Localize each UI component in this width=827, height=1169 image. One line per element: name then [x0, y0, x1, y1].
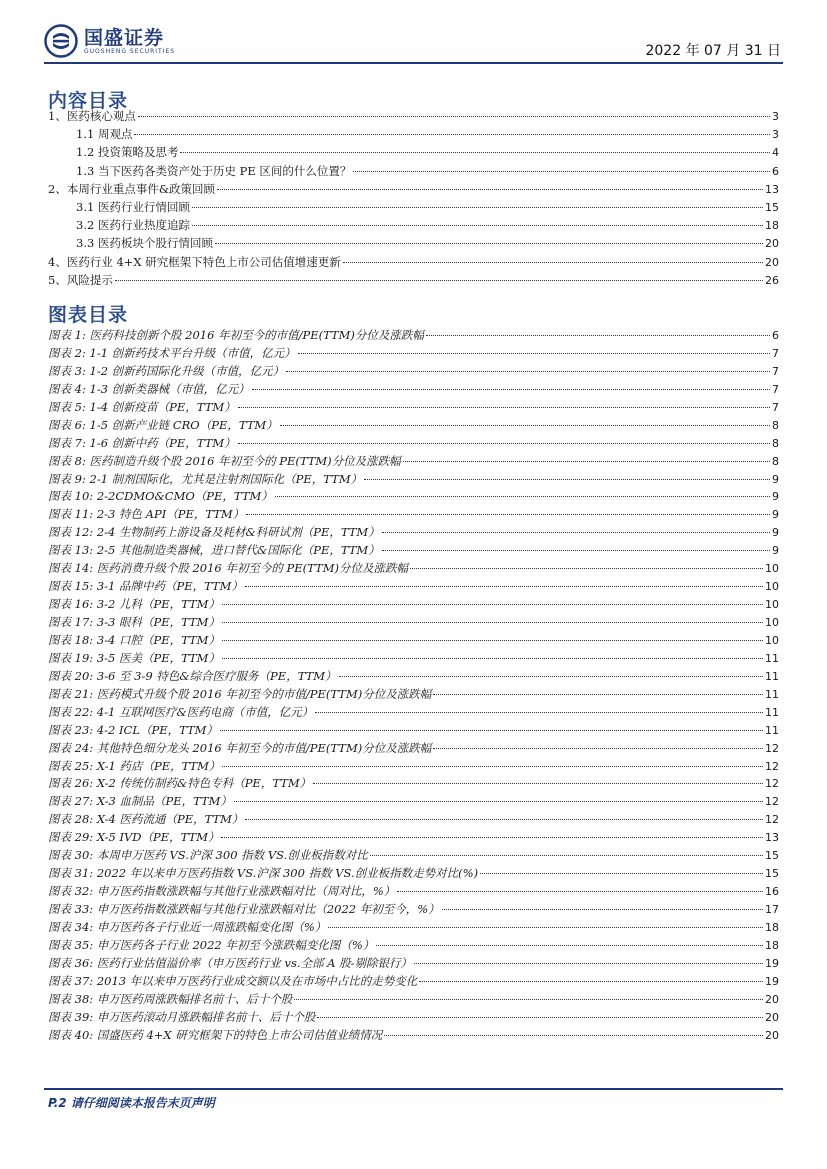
- figure-entry-page: 7: [772, 364, 779, 378]
- figure-entry-label: 图表 40: 国盛医药 4+X 研究框架下的特色上市公司估值业绩情况: [48, 1027, 383, 1042]
- figure-entry[interactable]: [48, 775, 779, 793]
- dot-leader: [343, 262, 763, 263]
- dot-leader: [382, 550, 770, 551]
- figure-entry-page: 17: [765, 903, 779, 916]
- figure-entry-page: 18: [765, 938, 779, 952]
- dot-leader: [180, 152, 770, 153]
- toc-title: 内容目录: [48, 90, 129, 112]
- figure-entry-page: 12: [765, 777, 779, 791]
- page-header: [0, 0, 827, 64]
- figure-entry-label: 图表 18: 3-4 口腔（PE，TTM）: [48, 632, 220, 647]
- figure-entry[interactable]: [48, 919, 779, 937]
- dot-leader: [222, 622, 763, 623]
- toc-entry-label: 1.3 当下医药各类资产处于历史 PE 区间的什么位置？: [76, 163, 352, 178]
- figure-entry-page: 20: [765, 1010, 779, 1024]
- dot-leader: [222, 640, 763, 641]
- figure-list: [48, 327, 779, 1045]
- figure-entry[interactable]: [48, 901, 779, 919]
- dot-leader: [410, 568, 763, 569]
- dot-leader: [221, 837, 763, 838]
- report-date: 2022 年 07 月 31 日: [645, 43, 781, 59]
- dot-leader: [433, 694, 763, 695]
- figure-entry-label: 图表 28: X-4 医药流通（PE，TTM）: [48, 812, 244, 827]
- toc-entry[interactable]: [48, 234, 779, 252]
- figure-entry[interactable]: [48, 614, 779, 632]
- toc-entry-label: 3.3 医药板块个股行情回顾: [76, 236, 213, 251]
- figure-entry[interactable]: [48, 955, 779, 973]
- toc-entry-page: 15: [765, 200, 779, 214]
- figure-entry-label: 图表 2: 1-1 创新药技术平台升级（市值，亿元）: [48, 345, 296, 360]
- toc-entry[interactable]: [48, 107, 779, 125]
- toc-entry[interactable]: [48, 162, 779, 180]
- toc-entry-label: 5、风险提示: [48, 272, 113, 287]
- figure-entry-label: 图表 12: 2-4 生物制药上游设备及耗材&科研试剂（PE，TTM）: [48, 525, 380, 540]
- dot-leader: [222, 766, 763, 767]
- figure-entry[interactable]: [48, 578, 779, 596]
- figure-entry[interactable]: [48, 847, 779, 865]
- figure-entry-label: 图表 26: X-2 传统仿制药&特色专科（PE，TTM）: [48, 776, 312, 791]
- figure-entry[interactable]: [48, 542, 779, 560]
- toc-entry-page: 18: [765, 219, 779, 233]
- figure-entry[interactable]: [48, 973, 779, 991]
- dot-leader: [217, 189, 763, 190]
- figure-entry-page: 9: [772, 490, 779, 504]
- dot-leader: [238, 443, 770, 444]
- figure-entry-page: 15: [765, 849, 779, 863]
- table-of-contents: [48, 107, 779, 289]
- figure-entry-label: 图表 17: 3-3 眼科（PE，TTM）: [48, 615, 220, 629]
- figure-entry-label: 图表 14: 医药消费升级个股 2016 年初至今的 PE(TTM)分位及涨跌幅: [48, 561, 408, 576]
- figure-entry-page: 10: [765, 562, 779, 576]
- figure-entry-page: 20: [765, 1028, 779, 1042]
- figure-entry-label: 图表 11: 2-3 特色 API（PE，TTM）: [48, 507, 245, 522]
- figure-entry[interactable]: [48, 596, 779, 614]
- logo-name-cn: 国盛证券: [84, 26, 165, 49]
- figure-entry-page: 7: [772, 382, 779, 396]
- toc-entry-page: 26: [765, 273, 779, 287]
- figure-entry-label: 图表 7: 1-6 创新中药（PE，TTM）: [48, 435, 236, 450]
- toc-entry[interactable]: [48, 143, 779, 161]
- figure-entry[interactable]: [48, 363, 779, 381]
- figure-entry[interactable]: [48, 704, 779, 722]
- dot-leader: [192, 225, 763, 226]
- dot-leader: [252, 389, 770, 390]
- figure-entry[interactable]: [48, 991, 779, 1009]
- dot-leader: [275, 496, 770, 497]
- figure-entry-label: 图表 33: 申万医药指数涨跌幅与其他行业涨跌幅对比（2022 年初至今，%）: [48, 902, 440, 916]
- dot-leader: [294, 999, 763, 1000]
- dot-leader: [370, 855, 763, 856]
- figure-entry[interactable]: [48, 668, 779, 686]
- toc-entry[interactable]: [48, 216, 779, 234]
- dot-leader: [134, 134, 770, 135]
- figure-entry[interactable]: [48, 488, 779, 506]
- figure-entry-page: 11: [765, 669, 779, 683]
- toc-entry-page: 3: [772, 110, 779, 123]
- figure-entry-page: 12: [765, 759, 779, 773]
- figure-entry[interactable]: [48, 381, 779, 399]
- figure-entry-label: 图表 32: 申万医药指数涨跌幅与其他行业涨跌幅对比（周对比，%）: [48, 884, 396, 899]
- figure-entry-page: 7: [772, 400, 779, 414]
- figure-entry-label: 图表 35: 申万医药各子行业 2022 年初至今涨跌幅变化图（%）: [48, 937, 375, 952]
- toc-entry[interactable]: [48, 125, 779, 143]
- figure-entry-label: 图表 22: 4-1 互联网医疗&医药电商（市值，亿元）: [48, 704, 314, 719]
- dot-leader: [245, 819, 763, 820]
- figure-entry-page: 15: [765, 867, 779, 881]
- figure-entry-label: 图表 20: 3-6 至 3-9 特色&综合医疗服务（PE，TTM）: [48, 668, 337, 683]
- figure-entry-label: 图表 24: 其他特色细分龙头 2016 年初至今的市值/PE(TTM)分位及涨跌幅: [48, 740, 432, 755]
- figure-entry[interactable]: [48, 883, 779, 901]
- toc-entry-page: 3: [772, 128, 779, 142]
- dot-leader: [442, 909, 763, 910]
- figure-entry-label: 图表 21: 医药模式升级个股 2016 年初至今的市值/PE(TTM)分位及涨跌幅: [48, 686, 432, 701]
- figure-entry[interactable]: [48, 345, 779, 363]
- figure-entry-label: 图表 29: X-5 IVD（PE，TTM）: [48, 830, 220, 845]
- figure-entry-label: 图表 37: 2013 年以来申万医药行业成交额以及在市场中占比的走势变化: [48, 973, 418, 988]
- figure-entry-label: 图表 16: 3-2 儿科（PE，TTM）: [48, 597, 220, 612]
- figure-entry[interactable]: [48, 453, 779, 471]
- figure-entry-label: 图表 4: 1-3 创新类器械（市值，亿元）: [48, 381, 250, 396]
- dot-leader: [403, 461, 770, 462]
- dot-leader: [280, 425, 770, 426]
- figure-entry-page: 16: [765, 885, 779, 899]
- figure-entry-page: 8: [772, 436, 779, 450]
- figure-entry-label: 图表 19: 3-5 医美（PE，TTM）: [48, 650, 220, 665]
- toc-entry-page: 6: [772, 164, 779, 178]
- figure-entry[interactable]: [48, 793, 779, 811]
- figure-entry-label: 图表 38: 申万医药周涨跌幅排名前十、后十个股: [48, 991, 293, 1006]
- figure-entry-page: 10: [765, 580, 779, 594]
- dot-leader: [286, 371, 770, 372]
- dot-leader: [192, 207, 763, 208]
- figure-entry[interactable]: [48, 722, 779, 740]
- figure-entry-page: 10: [765, 633, 779, 647]
- figure-entry-page: 10: [765, 616, 779, 629]
- toc-entry-label: 1.1 周观点: [76, 127, 133, 142]
- figure-entry-page: 11: [765, 651, 779, 665]
- figure-entry-page: 11: [765, 705, 779, 719]
- figure-entry-label: 图表 27: X-3 血制品（PE，TTM）: [48, 794, 232, 809]
- dot-leader: [433, 748, 763, 749]
- figure-entry-label: 图表 34: 申万医药各子行业近一周涨跌幅变化图（%）: [48, 919, 327, 934]
- figure-entry[interactable]: [48, 399, 779, 417]
- figure-entry-page: 9: [772, 472, 779, 486]
- figure-entry-label: 图表 39: 申万医药滚动月涨跌幅排名前十、后十个股: [48, 1009, 316, 1024]
- logo-mark-icon: [44, 24, 78, 58]
- figure-entry-page: 12: [765, 795, 779, 809]
- toc-entry-label: 2、本周行业重点事件&政策回顾: [48, 181, 216, 196]
- figure-entry[interactable]: [48, 560, 779, 578]
- dot-leader: [222, 658, 763, 659]
- toc-entry-page: 20: [765, 255, 779, 269]
- figure-entry-label: 图表 23: 4-2 ICL（PE，TTM）: [48, 722, 218, 737]
- dot-leader: [215, 243, 763, 244]
- toc-entry[interactable]: [48, 198, 779, 216]
- figure-entry[interactable]: [48, 686, 779, 704]
- dot-leader: [238, 407, 770, 408]
- toc-entry-page: 13: [765, 182, 779, 196]
- figure-entry-label: 图表 9: 2-1 制剂国际化，尤其是注射剂国际化（PE，TTM）: [48, 471, 363, 486]
- dot-leader: [384, 1035, 763, 1036]
- dot-leader: [419, 981, 763, 982]
- dot-leader: [222, 604, 763, 605]
- figure-entry-page: 8: [772, 418, 779, 432]
- figure-entry-label: 图表 10: 2-2CDMO&CMO（PE，TTM）: [48, 489, 273, 504]
- toc-entry-label: 4、医药行业 4+X 研究框架下特色上市公司估值增速更新: [48, 254, 341, 269]
- dot-leader: [115, 280, 763, 281]
- figure-entry[interactable]: [48, 417, 779, 435]
- dot-leader: [382, 532, 770, 533]
- dot-leader: [328, 927, 763, 928]
- figure-entry[interactable]: [48, 1009, 779, 1027]
- dot-leader: [426, 335, 770, 336]
- figure-entry-page: 10: [765, 598, 779, 612]
- figure-entry-page: 9: [772, 544, 779, 558]
- figure-entry[interactable]: [48, 758, 779, 776]
- figure-entry[interactable]: [48, 524, 779, 542]
- figure-entry-label: 图表 8: 医药制造升级个股 2016 年初至今的 PE(TTM)分位及涨跌幅: [48, 453, 401, 468]
- dot-leader: [246, 514, 770, 515]
- toc-entry-label: 1.2 投资策略及思考: [76, 145, 179, 160]
- dot-leader: [397, 891, 763, 892]
- figure-entry[interactable]: [48, 740, 779, 758]
- figure-entry-page: 12: [765, 741, 779, 755]
- toc-entry[interactable]: [48, 253, 779, 271]
- footer-disclaimer: P.2 请仔细阅读本报告末页声明: [48, 1096, 215, 1110]
- dot-leader: [220, 730, 763, 731]
- figure-entry[interactable]: [48, 650, 779, 668]
- figure-entry-page: 9: [772, 526, 779, 540]
- figure-entry-page: 6: [772, 329, 779, 342]
- dot-leader: [138, 116, 770, 117]
- figure-entry[interactable]: [48, 506, 779, 524]
- dot-leader: [245, 586, 763, 587]
- dot-leader: [313, 783, 763, 784]
- figure-entry[interactable]: [48, 1027, 779, 1045]
- figure-entry-label: 图表 15: 3-1 品牌中药（PE，TTM）: [48, 579, 243, 594]
- figure-entry[interactable]: [48, 435, 779, 453]
- figure-entry-page: 9: [772, 508, 779, 522]
- dot-leader: [298, 353, 770, 354]
- figure-entry-page: 11: [765, 687, 779, 701]
- figure-entry[interactable]: [48, 632, 779, 650]
- figure-entry-label: 图表 6: 1-5 创新产业链 CRO（PE，TTM）: [48, 417, 278, 432]
- figure-entry-label: 图表 3: 1-2 创新药国际化升级（市值，亿元）: [48, 363, 285, 378]
- figure-entry-page: 12: [765, 813, 779, 827]
- company-logo: [44, 24, 175, 58]
- figure-entry-label: 图表 13: 2-5 其他制造类器械，进口替代&国际化（PE，TTM）: [48, 543, 380, 558]
- dot-leader: [317, 1017, 763, 1018]
- figure-entry-page: 20: [765, 992, 779, 1006]
- dot-leader: [414, 963, 763, 964]
- figure-entry-page: 13: [765, 831, 779, 845]
- dot-leader: [234, 801, 763, 802]
- figure-entry-page: 19: [765, 956, 779, 970]
- figure-entry[interactable]: [48, 829, 779, 847]
- toc-entry-label: 1、医药核心观点: [48, 109, 136, 123]
- figure-entry-page: 19: [765, 974, 779, 988]
- figure-entry-label: 图表 25: X-1 药店（PE，TTM）: [48, 758, 221, 773]
- header-divider: [44, 62, 783, 64]
- figure-entry[interactable]: [48, 327, 779, 345]
- figure-entry-label: 图表 5: 1-4 创新疫苗（PE，TTM）: [48, 399, 236, 414]
- footer-divider: [44, 1088, 783, 1090]
- dot-leader: [353, 171, 770, 172]
- figure-entry-page: 8: [772, 454, 779, 468]
- dot-leader: [364, 479, 770, 480]
- toc-entry-page: 20: [765, 237, 779, 251]
- figure-entry[interactable]: [48, 471, 779, 489]
- toc-entry[interactable]: [48, 180, 779, 198]
- dot-leader: [480, 873, 763, 874]
- toc-entry-page: 4: [772, 146, 779, 160]
- toc-entry-label: 3.2 医药行业热度追踪: [76, 218, 190, 233]
- logo-name-en: GUOSHENG SECURITIES: [84, 47, 176, 55]
- figure-entry-label: 图表 30: 本周申万医药 VS.沪深 300 指数 VS.创业板指数对比: [48, 848, 368, 863]
- toc-entry-label: 3.1 医药行业行情回顾: [76, 199, 190, 214]
- figure-entry-label: 图表 36: 医药行业估值溢价率（申万医药行业 vs.全部 A 股-剔除银行）: [48, 955, 413, 970]
- figure-entry-label: 图表 1: 医药科技创新个股 2016 年初至今的市值/PE(TTM)分位及涨跌幅: [48, 328, 424, 342]
- figure-entry-page: 18: [765, 920, 779, 934]
- figure-entry[interactable]: [48, 937, 779, 955]
- figure-entry[interactable]: [48, 865, 779, 883]
- figure-entry-page: 11: [765, 723, 779, 737]
- figure-entry-page: 7: [772, 346, 779, 360]
- figure-entry-label: 图表 31: 2022 年以来申万医药指数 VS.沪深 300 指数 VS.创业板指数走势对比(%): [48, 866, 479, 881]
- figure-entry[interactable]: [48, 811, 779, 829]
- dot-leader: [376, 945, 763, 946]
- dot-leader: [315, 712, 763, 713]
- dot-leader: [339, 676, 763, 677]
- figures-title: 图表目录: [48, 304, 129, 326]
- toc-entry[interactable]: [48, 271, 779, 289]
